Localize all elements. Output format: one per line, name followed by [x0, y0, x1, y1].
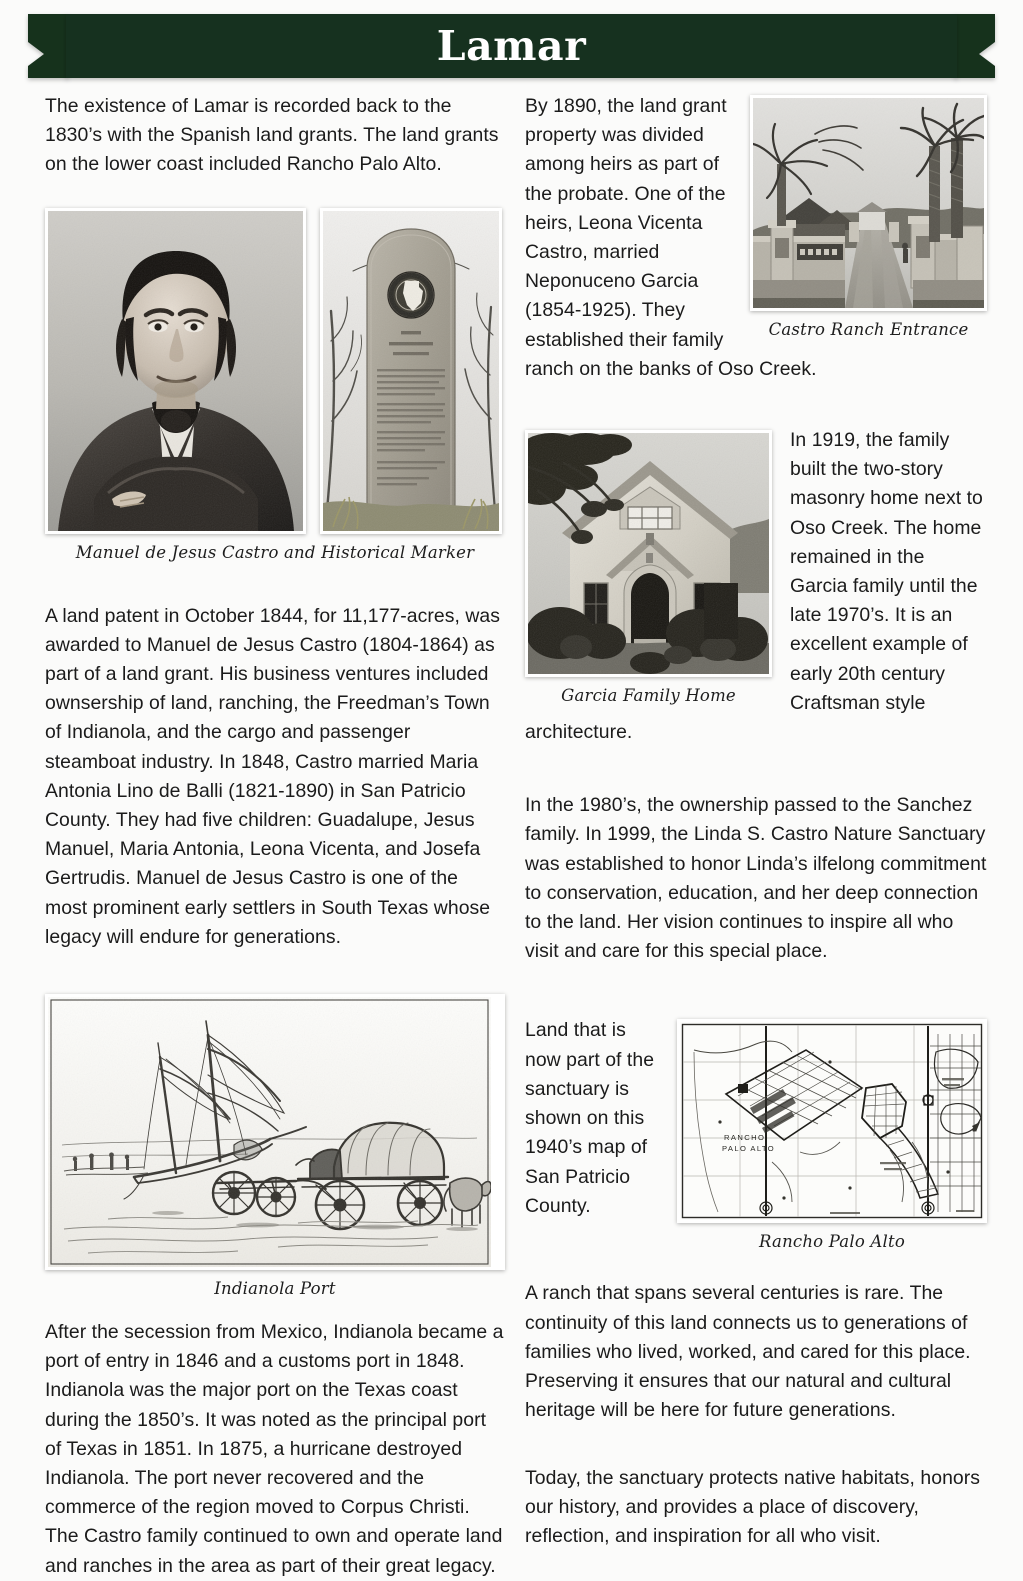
left-column — [45, 92, 505, 1581]
sanctuary-paragraph: In the 1980’s, the ownership passed to the Sanchez family. In 1999, the Linda S. Castro Nature Sanctuary was established to honor Linda’s ilfelong commitment to conservation, education, and her deep connection to the land. Her vision continues to inspire all who visit and care for this special place. — [525, 794, 987, 963]
historical-marker-photo — [320, 208, 502, 534]
ranch-entrance-caption: Castro Ranch Entrance — [768, 320, 969, 339]
indianola-figure-caption: Indianola Port — [214, 1279, 336, 1299]
garcia-home-caption: Garcia Family Home — [561, 686, 736, 706]
land-patent-paragraph: A land patent in October 1844, for 11,177-acres, was awarded to Manuel de Jesus Castro (1804-1864) as part of a land grant. His business ventures included ownsership of land, ranching, the Freedman’s Town of Indianola, and the cargo and passenger steamboat industry. In 1848, Castro married Maria Antonia Lino de Balli (1821-1890) in San Patricio County. They had five children: Guadalupe, Jesus Manuel, Maria Antonia, Leona Vicenta, and Josefa Gertrudis. Manuel de Jesus Castro is one of the most prominent early settlers in South Texas whose legacy will endure for generations. — [45, 604, 500, 948]
today-paragraph: Today, the sanctuary protects native habitats, honors our history, and provides a place of discovery, reflection, and inspiration for all who visit. — [525, 1466, 980, 1547]
right-column — [525, 92, 987, 1551]
indianola-port-engraving — [45, 994, 505, 1270]
castro-portrait-photo — [45, 208, 306, 534]
map-paragraph: Land that is now part of the sanctuary is shown on this 1940’s map of San Patricio County. — [525, 1019, 655, 1217]
garcia-family-home-photo — [525, 430, 772, 677]
home-paragraph: In 1919, the family built the two-story masonry home next to Oso Creek. The home remained in the Garcia family until the late 1970’s. It is an excellent example of early 20th century Craftsman style architecture. — [525, 429, 983, 744]
rancho-palo-alto-map — [677, 1019, 987, 1223]
continuity-paragraph: A ranch that spans several centuries is rare. The continuity of this land connects us to generations of families who lived, worked, and cared for this place. Preserving it ensures that our natural and cultural heritage will be here for future generations. — [525, 1282, 971, 1422]
indianola-paragraph: After the secession from Mexico, Indianola became a port of entry in 1846 and a customs port in 1848. Indianola was the major port on the Texas coast during the 1850’s. It was noted as the principal port of Texas in 1851. In 1875, a hurricane destroyed Indianola. The port never recovered and the commerce of the region moved to Corpus Christi. The Castro family continued to own and operate land and ranches in the area as part of their great legacy. — [45, 1321, 504, 1577]
map-figure — [677, 1019, 987, 1251]
ranch-entrance-figure — [750, 95, 987, 339]
castro-figure-caption: Manuel de Jesus Castro and Historical Marker — [75, 542, 475, 562]
indianola-figure — [45, 994, 505, 1298]
map-label-rancho-palo-alto: RANCHO — [724, 1133, 766, 1143]
svg-text:PALO ALTO: PALO ALTO — [722, 1144, 776, 1154]
map-caption: Rancho Palo Alto — [759, 1232, 905, 1252]
heirs-paragraph: By 1890, the land grant property was divided among heirs as part of the probate. One of the heirs, Leona Vicenta Castro, married Neponuceno Garcia (1854-1925). They established their family ranch on the banks of Oso Creek. — [525, 95, 817, 380]
intro-paragraph: The existence of Lamar is recorded back to the 1830’s with the Spanish land grants. The land grants on the lower coast included Rancho Palo Alto. — [45, 95, 499, 176]
ranch-entrance-photo — [750, 95, 987, 311]
page-header — [0, 0, 1023, 92]
garcia-home-figure — [525, 430, 772, 705]
page-title: Lamar — [436, 22, 587, 70]
castro-figure — [45, 208, 505, 562]
